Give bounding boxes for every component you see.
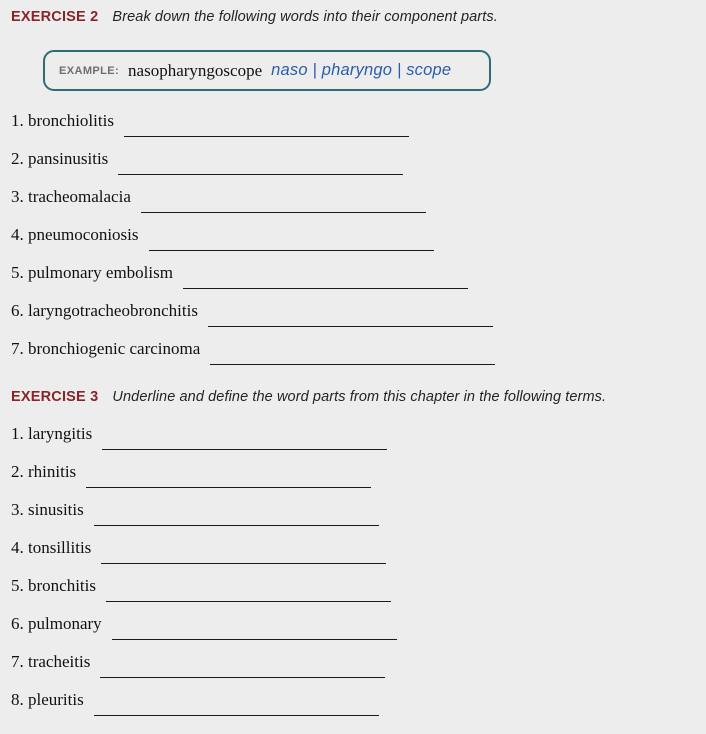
example-term: nasopharyngoscope bbox=[128, 60, 263, 80]
exercise3-item-5 bbox=[11, 575, 698, 597]
item-term bbox=[11, 538, 91, 557]
item-word: laryngitis bbox=[28, 424, 93, 443]
answer-blank-line bbox=[208, 326, 493, 327]
item-word: pneumoconiosis bbox=[28, 225, 139, 244]
item-number: 3. bbox=[11, 187, 24, 206]
answer-blank-line bbox=[94, 525, 379, 526]
exercise2-item-6 bbox=[11, 300, 698, 322]
exercise3-item-7 bbox=[11, 651, 698, 673]
item-word: bronchitis bbox=[28, 576, 96, 595]
item-term bbox=[11, 149, 108, 168]
exercise2-item-1 bbox=[11, 110, 698, 132]
item-term bbox=[11, 690, 84, 709]
exercise3-item-1 bbox=[11, 423, 698, 445]
item-word: pulmonary embolism bbox=[28, 263, 173, 282]
item-word: laryngotracheobronchitis bbox=[28, 301, 198, 320]
item-term bbox=[11, 187, 131, 206]
exercise3-list bbox=[11, 423, 698, 711]
answer-blank-line bbox=[149, 250, 434, 251]
answer-blank-line bbox=[210, 364, 495, 365]
exercise3-item-3 bbox=[11, 499, 698, 521]
exercise2-item-5 bbox=[11, 262, 698, 284]
exercise2-item-7 bbox=[11, 338, 698, 360]
exercise2-list bbox=[11, 110, 698, 360]
answer-blank-line bbox=[124, 136, 409, 137]
item-word: bronchiogenic carcinoma bbox=[28, 339, 201, 358]
exercise3-item-6 bbox=[11, 613, 698, 635]
exercise3-instruction: Underline and define the word parts from this chapter in the following terms. bbox=[112, 389, 607, 405]
item-term bbox=[11, 424, 92, 443]
answer-blank-line bbox=[183, 288, 468, 289]
item-number: 5. bbox=[11, 576, 24, 595]
exercise2-item-4 bbox=[11, 224, 698, 246]
item-word: pleuritis bbox=[28, 690, 84, 709]
answer-blank-line bbox=[112, 639, 397, 640]
exercise3-item-2 bbox=[11, 461, 698, 483]
item-term bbox=[11, 301, 198, 320]
item-number: 7. bbox=[11, 339, 24, 358]
item-number: 5. bbox=[11, 263, 24, 282]
item-word: tracheitis bbox=[28, 652, 91, 671]
item-number: 6. bbox=[11, 614, 24, 633]
answer-blank-line bbox=[101, 563, 386, 564]
item-number: 4. bbox=[11, 225, 24, 244]
item-term bbox=[11, 576, 96, 595]
item-term bbox=[11, 339, 200, 358]
exercise3-item-8 bbox=[11, 689, 698, 711]
item-term bbox=[11, 462, 76, 481]
item-word: pansinusitis bbox=[28, 149, 109, 168]
item-number: 2. bbox=[11, 462, 24, 481]
item-number: 3. bbox=[11, 500, 24, 519]
item-number: 1. bbox=[11, 424, 24, 443]
item-term bbox=[11, 652, 90, 671]
item-word: bronchiolitis bbox=[28, 111, 114, 130]
answer-blank-line bbox=[141, 212, 426, 213]
item-term bbox=[11, 263, 173, 282]
exercise3-header bbox=[11, 389, 698, 405]
item-number: 2. bbox=[11, 149, 24, 168]
item-word: rhinitis bbox=[28, 462, 77, 481]
exercise2-header bbox=[11, 9, 698, 25]
answer-blank-line bbox=[118, 174, 403, 175]
answer-blank-line bbox=[102, 449, 387, 450]
item-number: 8. bbox=[11, 690, 24, 709]
item-term bbox=[11, 500, 84, 519]
item-word: pulmonary bbox=[28, 614, 102, 633]
exercise2-instruction: Break down the following words into their component parts. bbox=[112, 9, 498, 25]
item-number: 7. bbox=[11, 652, 24, 671]
item-term bbox=[11, 614, 102, 633]
item-number: 6. bbox=[11, 301, 24, 320]
item-term bbox=[11, 225, 139, 244]
item-number: 4. bbox=[11, 538, 24, 557]
example-label: EXAMPLE: bbox=[59, 64, 120, 77]
example-box bbox=[43, 50, 491, 91]
example-answer: naso | pharyngo | scope bbox=[271, 61, 452, 79]
answer-blank-line bbox=[100, 677, 385, 678]
exercise3-label: EXERCISE 3 bbox=[11, 389, 99, 405]
item-term bbox=[11, 111, 114, 130]
exercise3-item-4 bbox=[11, 537, 698, 559]
answer-blank-line bbox=[106, 601, 391, 602]
exercise2-label: EXERCISE 2 bbox=[11, 9, 99, 25]
answer-blank-line bbox=[94, 715, 379, 716]
exercise2-item-2 bbox=[11, 148, 698, 170]
item-word: tracheomalacia bbox=[28, 187, 131, 206]
item-word: sinusitis bbox=[28, 500, 84, 519]
exercise2-item-3 bbox=[11, 186, 698, 208]
answer-blank-line bbox=[86, 487, 371, 488]
item-number: 1. bbox=[11, 111, 24, 130]
item-word: tonsillitis bbox=[28, 538, 92, 557]
